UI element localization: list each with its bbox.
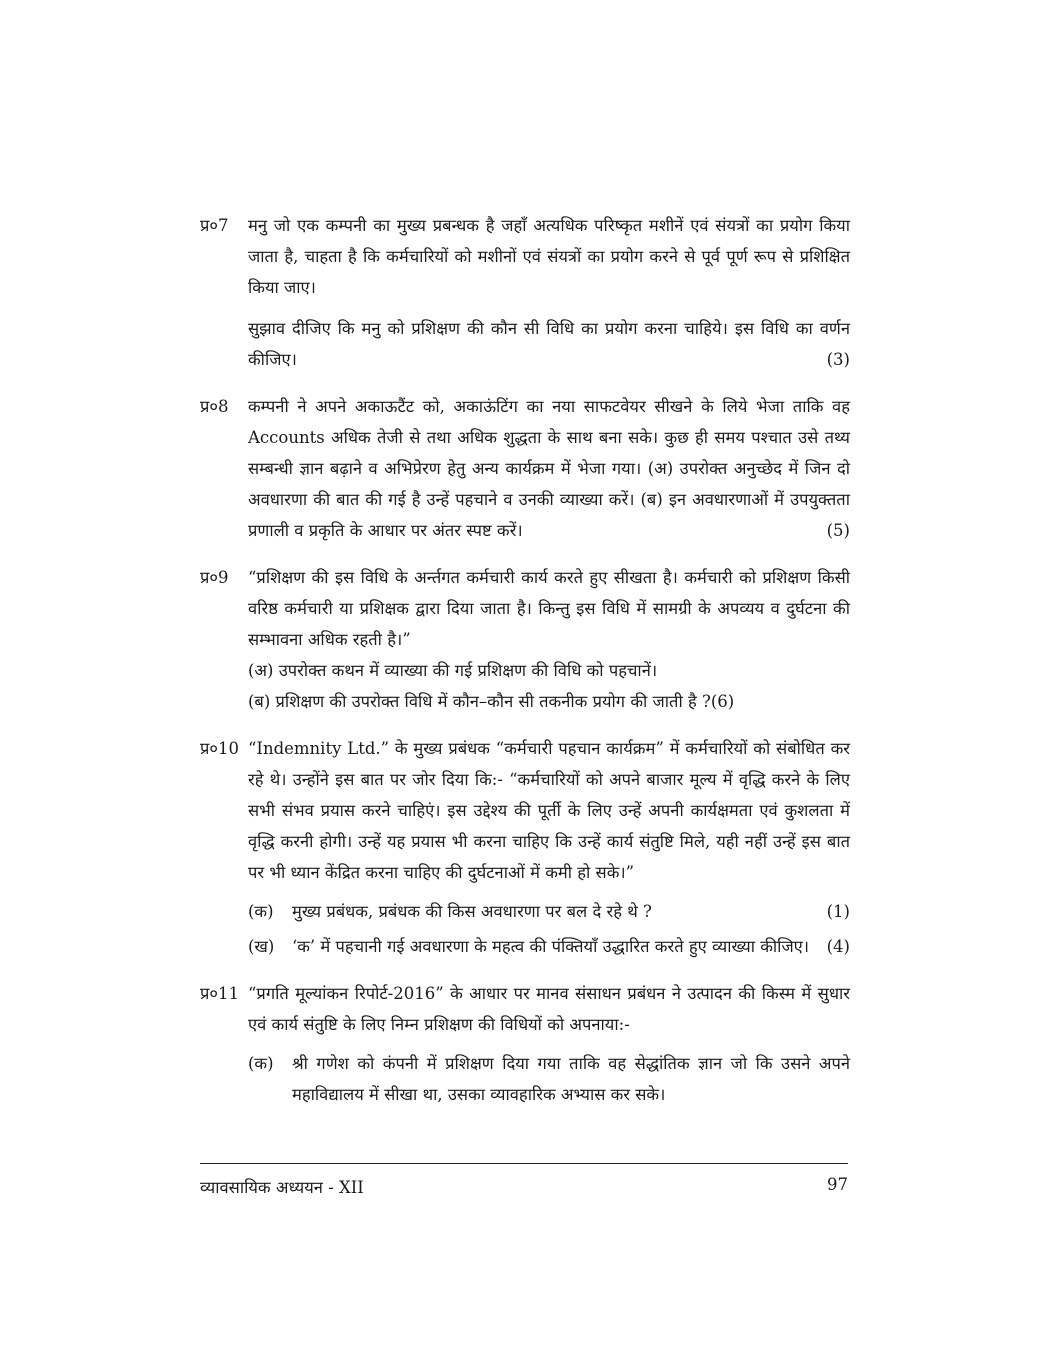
page-number: 97 [827, 1175, 848, 1194]
question-7 [200, 210, 850, 375]
sub-question-a: (अ) उपरोक्त कथन में व्याख्या की गई प्रशिक्षण की विधि को पहचानें। [248, 661, 658, 680]
footer-book-title: व्यावसायिक अध्ययन - XII [200, 1178, 364, 1197]
marks: (5) [826, 521, 850, 540]
question-instruction: सुझाव दीजिए कि मनु को प्रशिक्षण की कौन सी विधि का प्रयोग करना चाहिये। इस विधि का वर्णन कीजिए। [248, 319, 850, 369]
question-text: मनु जो एक कम्पनी का मुख्य प्रबन्धक है जहाँ अत्यधिक परिष्कृत मशीनें एवं संयत्रों का प्रयोग किया जाता है, चाहता है कि कर्मचारियों को मशीनों एवं संयत्रों का प्रयोग करने से पूर्व पूर्ण रूप से प्रशिक्षित किया जाए। [248, 216, 850, 297]
sub-question-text: श्री गणेश को कंपनी में प्रशिक्षण दिया गया ताकि वह सेद्धांतिक ज्ञान जो कि उसने अपने महाविद्यालय में सीखा था, उसका व्यावहारिक अभ्यास कर सके। [292, 1054, 850, 1104]
question-text: “Indemnity Ltd.” के मुख्य प्रबंधक “कर्मचारी पहचान कार्यक्रम” में कर्मचारियों को संबोधित कर रहे थे। उन्होंने इस बात पर जोर दिया कि:- “कर्मचारियों को अपने बाजार मूल्य में वृद्धि करने के लिए सभी संभव प्रयास करने चाहिएं। इस उद्देश्य की पूर्ती के लिए उन्हें अपनी कार्यक्षमता एवं कुशलता में वृद्धि करनी होगी। उन्हें यह प्रयास भी करना चाहिए कि उन्हें कार्य संतुष्टि मिले, यही नहीं उन्हें इस बात पर भी ध्यान केंद्रित करना चाहिए की दुर्घटनाओं में कमी हो सके।” [248, 739, 850, 882]
sub-question-label: (ख) [248, 937, 275, 956]
marks: (3) [826, 350, 850, 369]
question-text: कम्पनी ने अपने अकाऊटैंट को, अकाऊंटिंग का नया साफटवेयर सीखने के लिये भेजा ताकि वह Accounts अधिक तेजी से तथा अधिक शुद्धता के साथ बना सके। कुछ ही समय पश्चात उसे तथ्य सम्बन्धी ज्ञान बढ़ाने व अभिप्रेरण हेतु अन्य कार्यक्रम में भेजा गया। (अ) उपरोक्त अनुच्छेद में जिन दो अवधारणा की बात की गई है उन्हें पहचाने व उनकी व्याख्या करें। (ब) इन अवधारणाओं में उपयुक्तता प्रणाली व प्रकृति के आधार पर अंतर स्पष्ट करें। [248, 397, 850, 540]
footer-divider [200, 1163, 848, 1164]
question-instruction-row [248, 313, 850, 375]
question-9 [200, 562, 850, 717]
sub-question-text: मुख्य प्रबंधक, प्रबंधक की किस अवधारणा पर बल दे रहे थे ? [292, 902, 652, 921]
question-number: प्र०9 [200, 568, 229, 587]
question-number: प्र०7 [200, 216, 229, 235]
question-10 [200, 733, 850, 962]
sub-question-text: ‘क’ में पहचानी गई अवधारणा के महत्व की पंक्तियाँ उद्धारित करते हुए व्याख्या कीजिए। [292, 937, 810, 956]
sub-question-kha [248, 931, 850, 962]
sub-question-label: (क) [248, 902, 274, 921]
question-number: प्र०10 [200, 739, 239, 758]
sub-question-b: (ब) प्रशिक्षण की उपरोक्त विधि में कौन–कौन सी तकनीक प्रयोग की जाती है ?(6) [248, 692, 735, 711]
marks: (1) [826, 902, 850, 921]
question-list [200, 210, 850, 1126]
sub-question-ka [248, 1048, 850, 1110]
question-number: प्र०11 [200, 984, 239, 1003]
sub-question-label: (क) [248, 1054, 274, 1073]
marks: (4) [826, 937, 850, 956]
question-text: “प्रशिक्षण की इस विधि के अर्न्तगत कर्मचारी कार्य करते हुए सीखता है। कर्मचारी को प्रशिक्षण किसी वरिष्ठ कर्मचारी या प्रशिक्षक द्वारा दिया जाता है। किन्तु इस विधि में सामग्री के अपव्यय व दुर्घटना की सम्भावना अधिक रहती है।” [248, 568, 850, 649]
sub-question-ka [248, 896, 850, 927]
question-text: “प्रगति मूल्यांकन रिपोर्ट-2016” के आधार पर मानव संसाधन प्रबंधन ने उत्पादन की किस्म में सुधार एवं कार्य संतुष्टि के लिए निम्न प्रशिक्षण की विधियों को अपनाया:- [248, 984, 850, 1034]
question-8 [200, 391, 850, 546]
question-number: प्र०8 [200, 397, 229, 416]
question-11 [200, 978, 850, 1110]
